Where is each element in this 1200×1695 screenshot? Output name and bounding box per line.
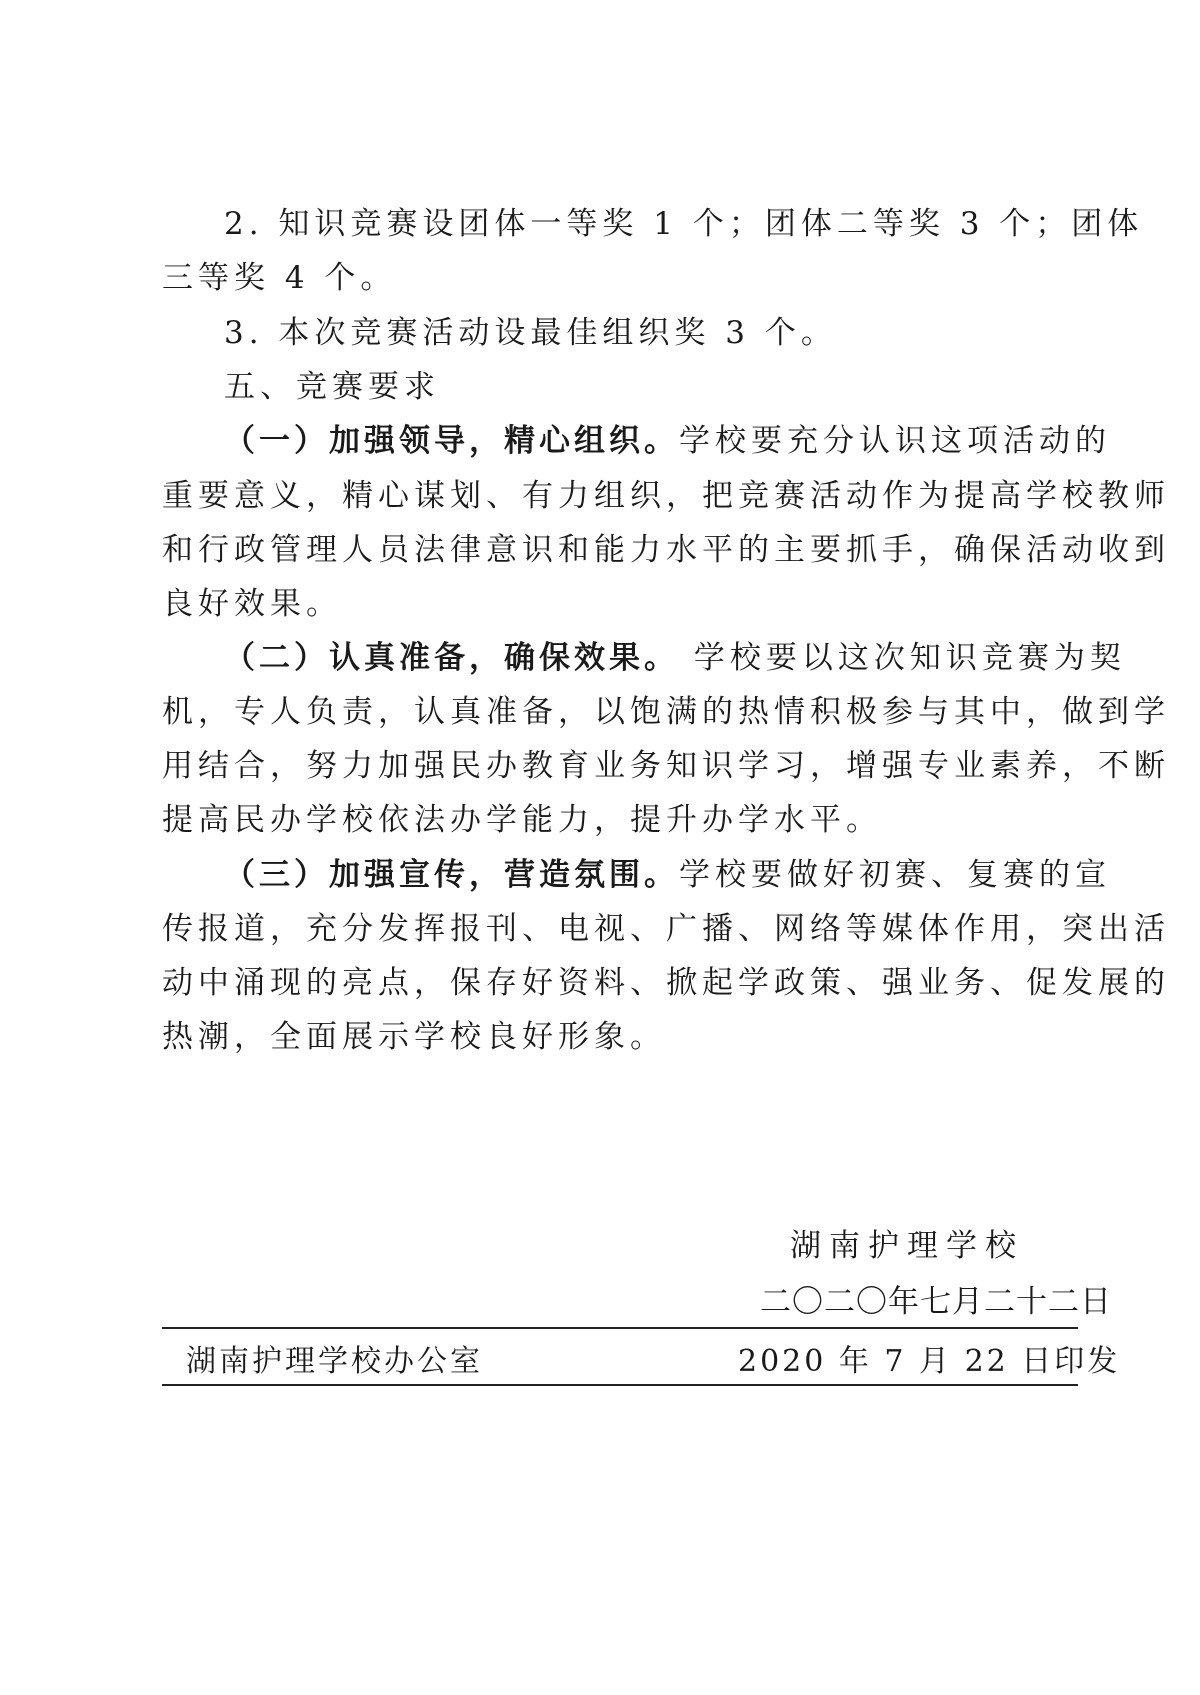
- footer-issuer: 湖南护理学校办公室: [186, 1344, 483, 1379]
- requirement-2-text: 学校要以这次知识竞赛为契: [679, 640, 1126, 676]
- requirement-3-title: （三）加强宣传，营造氛围。: [224, 857, 679, 893]
- award-item-3: 3. 本次竞赛活动设最佳组织奖 3 个。: [224, 315, 837, 351]
- requirement-3-text: 学校要做好初赛、复赛的宣: [679, 857, 1111, 893]
- footer-top-rule: [162, 1327, 1078, 1329]
- section-heading: 五、竞赛要求: [224, 369, 440, 405]
- requirement-1-text: 学校要充分认识这项活动的: [679, 423, 1111, 459]
- requirement-3-line-4: 热潮，全面展示学校良好形象。: [162, 1019, 666, 1055]
- award-item-2-line-2: 三等奖 4 个。: [162, 260, 397, 296]
- requirement-3-line-1: [224, 855, 1111, 895]
- requirement-1-line-4: 良好效果。: [162, 586, 342, 622]
- signature-date: 二〇二〇年七月二十二日: [760, 1284, 1112, 1320]
- footer-bottom-rule: [162, 1384, 1078, 1386]
- requirement-3-line-2: 传报道，充分发挥报刊、电视、广播、网络等媒体作用，突出活: [162, 911, 1170, 947]
- signature-organization: 湖南护理学校: [790, 1228, 1024, 1264]
- requirement-1-title: （一）加强领导，精心组织。: [224, 423, 679, 459]
- requirement-1-line-3: 和行政管理人员法律意识和能力水平的主要抓手，确保活动收到: [162, 532, 1170, 568]
- requirement-2-line-1: [224, 638, 1126, 678]
- footer-issue-date: 2020 年 7 月 22 日印发: [738, 1344, 1121, 1379]
- requirement-2-line-3: 用结合，努力加强民办教育业务知识学习，增强专业素养，不断: [162, 748, 1170, 784]
- requirement-2-title: （二）认真准备，确保效果。: [224, 640, 679, 676]
- requirement-1-line-2: 重要意义，精心谋划、有力组织，把竞赛活动作为提高学校教师: [162, 478, 1170, 514]
- requirement-2-line-2: 机，专人负责，认真准备，以饱满的热情积极参与其中，做到学: [162, 694, 1170, 730]
- award-item-2-line-1: 2. 知识竞赛设团体一等奖 1 个；团体二等奖 3 个；团体: [224, 206, 1144, 242]
- requirement-1-line-1: [224, 421, 1111, 461]
- requirement-2-line-4: 提高民办学校依法办学能力，提升办学水平。: [162, 802, 882, 838]
- requirement-3-line-3: 动中涌现的亮点，保存好资料、掀起学政策、强业务、促发展的: [162, 965, 1170, 1001]
